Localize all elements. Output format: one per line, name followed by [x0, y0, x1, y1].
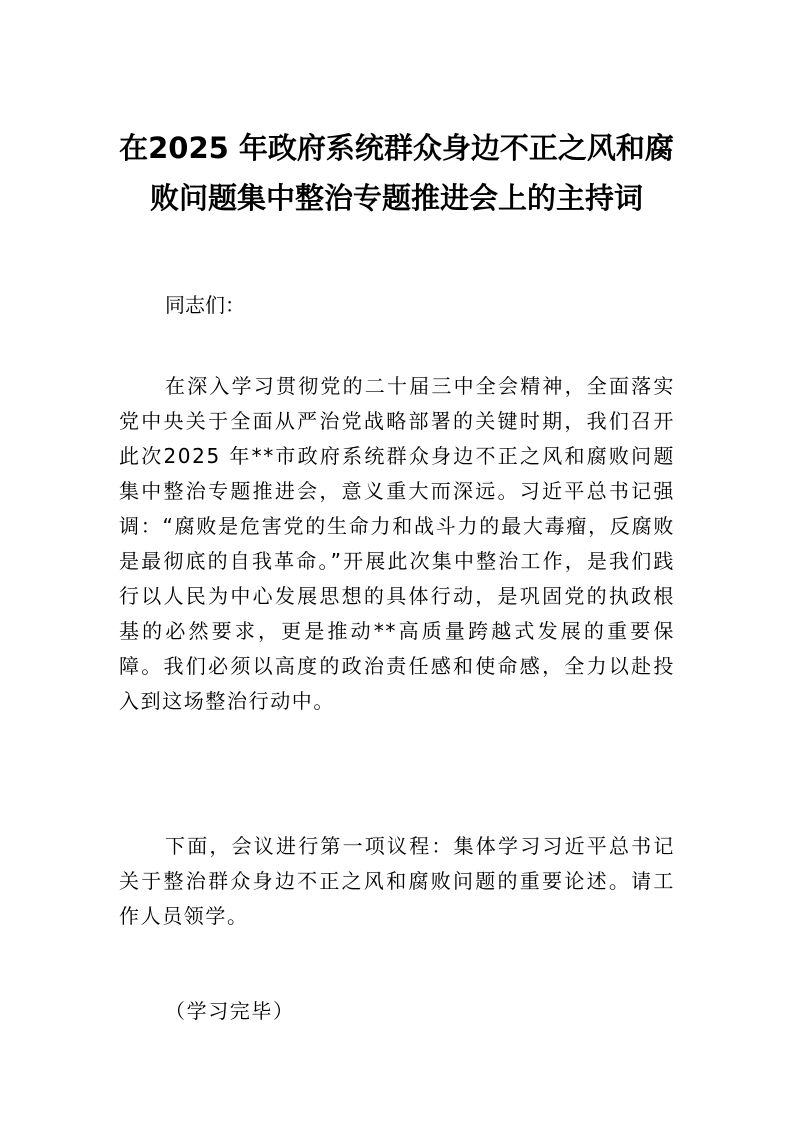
title-line-2: 败问题集中整治专题推进会上的主持词	[149, 181, 643, 215]
paragraph-agenda: 下面，会议进行第一项议程：集体学习习近平总书记关于整治群众身边不正之风和腐败问题的重要论述。请工作人员领学。	[119, 834, 675, 928]
study-complete-note: （学习完毕）	[165, 999, 295, 1023]
salutation: 同志们：	[165, 293, 245, 317]
title-line-1: 在2025 年政府系统群众身边不正之风和腐	[119, 131, 674, 165]
paragraph-opening: 在深入学习贯彻党的二十届三中全会精神，全面落实党中央关于全面从严治党战略部署的关键时期，我们召开此次2025 年**市政府系统群众身边不正之风和腐败问题集中整治专题推进会，意义重大而深远。习近平总书记强调：“腐败是危害党的生命力和战斗力的最大毒瘤，反腐败是最彻底的自我革命。”开展此次集中整治工作，是我们践行以人民为中心发展思想的具体行动，是巩固党的执政根基的必然要求，更是推动**高质量跨越式发展的重要保障。我们必须以高度的政治责任感和使命感，全力以赴投入到这场整治行动中。	[119, 374, 675, 713]
document-title	[110, 123, 683, 223]
